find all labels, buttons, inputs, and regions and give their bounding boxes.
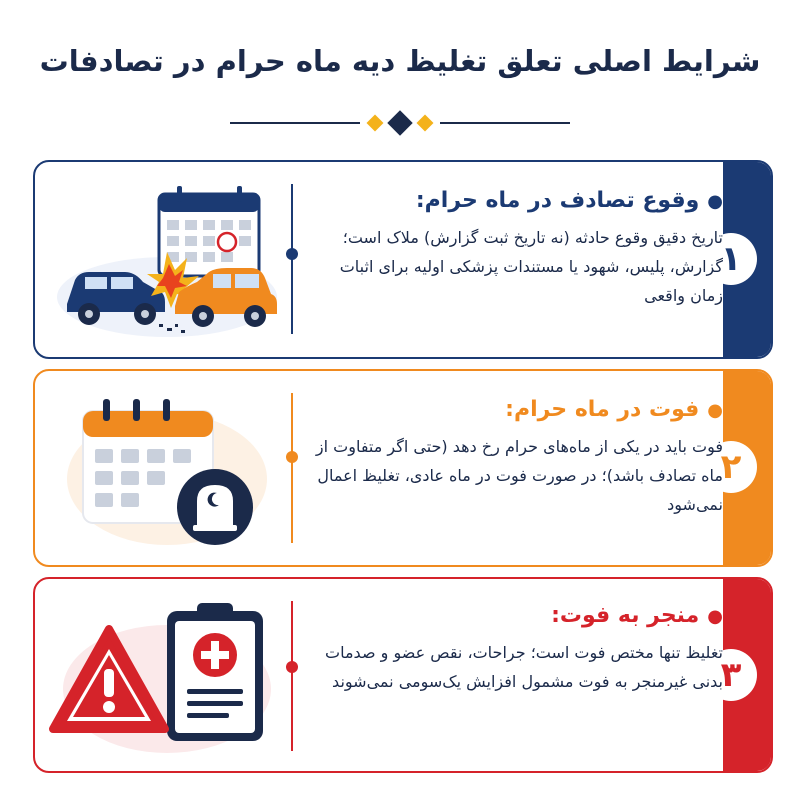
- condition-card-2: [33, 369, 773, 567]
- bullet-icon: ●: [707, 400, 723, 421]
- card-heading: وقوع تصادف در ماه حرام:: [415, 188, 700, 213]
- divider-dot: [286, 451, 298, 463]
- car-crash-calendar-icon: [47, 182, 285, 342]
- card-text: [313, 397, 723, 519]
- card-heading: فوت در ماه حرام:: [505, 397, 700, 422]
- card-body: فوت باید در یکی از ماه‌های حرام رخ دهد (حتی اگر متفاوت از ماه تصادف باشد)؛ در صورت فوت در ماه عادی، تغلیظ اعمال نمی‌شود: [315, 437, 723, 514]
- card-body: تغلیظ تنها مختص فوت است؛ جراحات، نقص عضو و صدمات بدنی غیرمنجر به فوت مشمول افزایش یک‌سومی نمی‌شوند: [325, 643, 723, 691]
- page-title: شرایط اصلی تعلق تغلیظ دیه ماه حرام در تصادفات: [39, 44, 761, 78]
- step-number: ۱: [705, 233, 757, 285]
- step-number: ۳: [705, 649, 757, 701]
- card-body: تاریخ دقیق وقوع حادثه (نه تاریخ ثبت گزارش) ملاک است؛ گزارش، پلیس، شهود یا مستندات پزشکی اولیه برای اثبات زمان واقعی: [339, 228, 723, 305]
- calendar-tombstone-icon: [47, 389, 285, 549]
- condition-card-3: [33, 577, 773, 773]
- step-number: ۲: [705, 441, 757, 493]
- divider-line: [291, 393, 293, 543]
- condition-card-1: [33, 160, 773, 359]
- warning-clipboard-icon: [47, 597, 285, 757]
- card-text: [313, 188, 723, 310]
- divider-dot: [286, 248, 298, 260]
- divider-line: [291, 601, 293, 751]
- bullet-icon: ●: [707, 191, 723, 212]
- card-text: [313, 603, 723, 696]
- divider-dot: [286, 661, 298, 673]
- card-heading: منجر به فوت:: [551, 603, 700, 628]
- bullet-icon: ●: [707, 606, 723, 627]
- title-divider: [0, 108, 800, 138]
